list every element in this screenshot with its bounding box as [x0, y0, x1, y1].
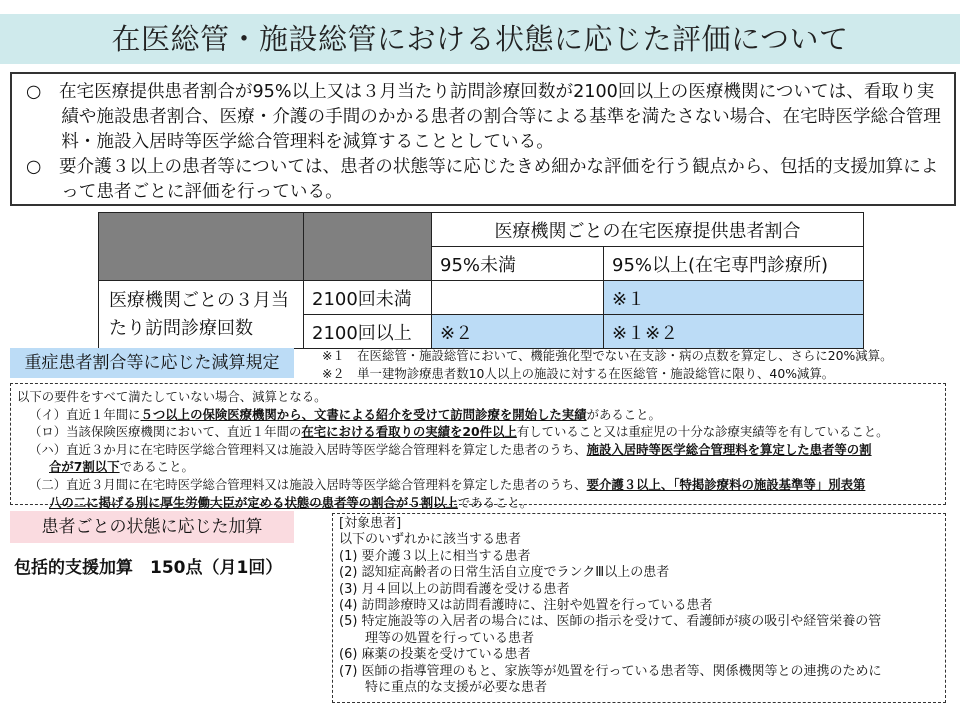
target-item: (1) 要介護３以上に相当する患者: [339, 548, 531, 564]
col-group-header: 医療機関ごとの在宅医療提供患者割合: [432, 213, 864, 247]
requirement-i-pre: （イ）直近１年間に: [29, 406, 141, 422]
row-group-header: 医療機関ごとの３月当たり訪問診療回数: [99, 281, 304, 349]
col-header-over-95: 95%以上(在宅専門診療所): [604, 247, 864, 281]
addon-label: 患者ごとの状態に応じた加算: [10, 511, 294, 543]
requirement-ha: [17, 441, 945, 459]
requirement-ni: [17, 476, 945, 494]
requirement-ha-bold-2: 合が7割以下: [49, 459, 120, 475]
requirement-ni-bold-2: 八の二に掲げる別に厚生労働大臣が定める状態の患者等の割合が５割以上: [49, 494, 458, 510]
requirement-ni-pre: （二）直近３月間に在宅時医学総合管理料又は施設入居時等医学総合管理料を算定した患者のうち、: [29, 476, 587, 492]
target-item: (7) 医師の指導管理のもと、家族等が処置を行っている患者等、関係機関等との連携のために: [339, 663, 882, 679]
reduction-rule-label: 重症患者割合等に応じた減算規定: [10, 348, 294, 378]
requirement-ro: [17, 423, 945, 441]
requirement-ro-bold: 在宅における看取りの実績を20件以上: [301, 424, 517, 440]
matrix-corner-cell-2: [304, 213, 432, 281]
reduction-note-2: ※２ 単一建物診療患者数10人以上の施設に対する在医総管・施設総管に限り、40%減算。: [322, 366, 835, 381]
summary-box: [10, 72, 956, 206]
requirement-ha-pre: （ハ）直近３か月に在宅時医学総合管理料又は施設入居時等医学総合管理料を算定した患者のうち、: [29, 441, 587, 457]
requirement-ro-post: 有していること又は重症児の十分な診療実績等を有していること。: [516, 424, 889, 440]
title-bar: [0, 14, 960, 64]
col-header-under-95: 95%未満: [432, 247, 604, 281]
target-item: (3) 月４回以上の訪問看護を受ける患者: [339, 581, 570, 597]
row-header-over-2100: 2100回以上: [304, 315, 432, 349]
requirement-ha-post: であること。: [119, 459, 194, 475]
requirements-box: [10, 383, 946, 510]
requirement-i-bold: ５つ以上の保険医療機関から、文書による紹介を受けて訪問診療を開始した実績: [140, 406, 587, 422]
page-title: 在医総管・施設総管における状態に応じた評価について: [111, 22, 849, 56]
reduction-note-1: ※１ 在医総管・施設総管において、機能強化型でない在支診・病の点数を算定し、さらに20%減算。: [322, 348, 893, 363]
row-header-under-2100: 2100回未満: [304, 281, 432, 315]
requirement-ha-bold-1: 施設入居時等医学総合管理料を算定した患者等の割: [586, 441, 872, 457]
reduction-notes: [322, 347, 960, 383]
cell-r1-b: ※１: [604, 281, 864, 315]
requirement-i: [17, 406, 945, 424]
matrix-corner-cell: [99, 213, 304, 281]
summary-bullet-1: ○ 在宅医療提供患者割合が95%以上又は３月当たり訪問診療回数が2100回以上の医療機関については、看取り実績や施設患者割合、医療・介護の手間のかかる患者の割合等による基準を満たさない場合、在宅時医学総合管理料・施設入居時等医学総合管理料を減算することとしている。: [26, 82, 941, 152]
requirement-ni-cont: [17, 494, 945, 512]
target-item: (6) 麻薬の投薬を受けている患者: [339, 647, 531, 663]
summary-bullet-2: ○ 要介護３以上の患者等については、患者の状態等に応じたきめ細かな評価を行う観点から、包括的支援加算によって患者ごとに評価を行っている。: [26, 157, 939, 202]
cell-r1-a: [432, 281, 604, 315]
target-intro: 以下のいずれかに該当する患者: [339, 532, 522, 548]
target-patients-box: [332, 513, 946, 703]
requirement-ni-bold-1: 要介護３以上、「特掲診療料の施設基準等」別表第: [586, 476, 866, 492]
comprehensive-support-addon: 包括的支援加算 150点（月1回）: [14, 558, 283, 578]
cell-r2-b: ※１※２: [604, 315, 864, 349]
requirement-ro-pre: （ロ）当該保険医療機関において、直近１年間の: [29, 424, 302, 440]
target-item: (4) 訪問診療時又は訪問看護時に、注射や処置を行っている患者: [339, 598, 713, 614]
requirement-ni-post: であること。: [457, 494, 533, 510]
requirements-intro: 以下の要件をすべて満たしていない場合、減算となる。: [17, 389, 327, 404]
target-item-cont: 特に重点的な支援が必要な患者: [365, 680, 548, 696]
target-item: (2) 認知症高齢者の日常生活自立度でランクⅢ以上の患者: [339, 565, 670, 581]
requirement-ha-cont: [17, 458, 945, 476]
requirement-i-post: があること。: [586, 406, 661, 422]
reduction-matrix-table: [98, 212, 864, 349]
target-heading: [対象患者]: [339, 516, 402, 531]
target-item-cont: 理等の処置を行っている患者: [365, 630, 535, 646]
target-item: (5) 特定施設等の入居者の場合には、医師の指示を受けて、看護師が痰の吸引や経管栄養の管: [339, 614, 882, 630]
cell-r2-a: ※２: [432, 315, 604, 349]
